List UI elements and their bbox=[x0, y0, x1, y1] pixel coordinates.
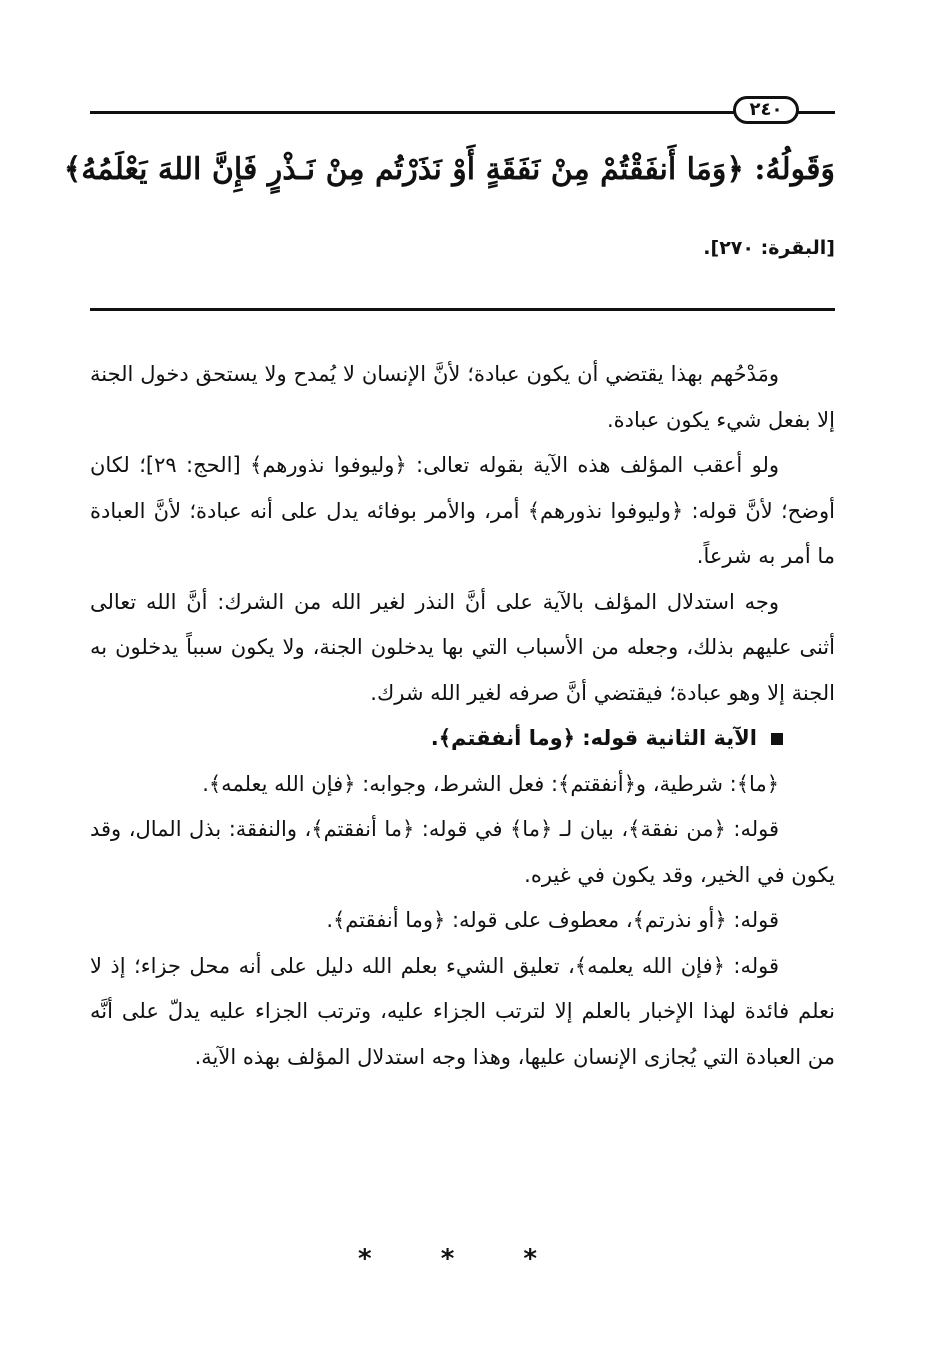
section-heading-text: الآية الثانية قوله: ﴿وما أنفقتم﴾. bbox=[430, 726, 757, 750]
square-bullet-icon bbox=[771, 733, 783, 745]
body-text bbox=[90, 352, 835, 1080]
header-rule bbox=[90, 111, 835, 114]
quran-verse: وَقَولُهُ: ﴿وَمَا أَنفَقْتُمْ مِنْ نَفَقَةٍ أَوْ نَذَرْتُم مِنْ نَـذْرٍ فَإِنَّ اللهَ يَعْلَمُهُ﴾ bbox=[63, 152, 835, 187]
verse-reference: [البقرة: ٢٧٠]. bbox=[703, 237, 835, 259]
paragraph: قوله: ﴿أو نذرتم﴾، معطوف على قوله: ﴿وما أنفقتم﴾. bbox=[326, 908, 779, 932]
section-end-stars: * * * bbox=[358, 1244, 567, 1274]
section-heading bbox=[90, 716, 835, 762]
paragraph: ومَدْحُهم بهذا يقتضي أن يكون عبادة؛ لأنَّ الإنسان لا يُمدح ولا يستحق دخول الجنة إلا بفعل شيء يكون عبادة. bbox=[90, 362, 835, 432]
paragraph: قوله: ﴿فإن الله يعلمه﴾، تعليق الشيء بعلم الله دليل على أنه محل جزاء؛ إذ لا نعلم فائدة لهذا الإخبار بالعلم إلا لترتب الجزاء عليه، وترتب الجزاء عليه يدلّ على أنَّه من العبادة التي يُجازى الإنسان عليها، وهذا وجه استدلال المؤلف بهذه الآية. bbox=[90, 953, 835, 1069]
paragraph: وجه استدلال المؤلف بالآية على أنَّ النذر لغير الله من الشرك: أنَّ الله تعالى أثنى عليهم بذلك، وجعله من الأسباب التي بها يدخلون الجنة، ولا يكون سبباً يدخلون به الجنة إلا وهو عبادة؛ فيقتضي أنَّ صرفه لغير الله شرك. bbox=[90, 589, 835, 705]
section-divider bbox=[90, 308, 835, 311]
page-number: ٢٤٠ bbox=[733, 96, 799, 124]
paragraph: ﴿ما﴾: شرطية، و﴿أنفقتم﴾: فعل الشرط، وجوابه: ﴿فإن الله يعلمه﴾. bbox=[202, 771, 779, 796]
paragraph: ولو أعقب المؤلف هذه الآية بقوله تعالى: ﴿وليوفوا نذورهم﴾ [الحج: ٢٩]؛ لكان أوضح؛ لأنَّ قوله: ﴿وليوفوا نذورهم﴾ أمر، والأمر بوفائه يدل على أنه عبادة؛ لأنَّ العبادة ما أمر به شرعاً. bbox=[90, 453, 835, 568]
paragraph: قوله: ﴿من نفقة﴾، بيان لـ ﴿ما﴾ في قوله: ﴿ما أنفقتم﴾، والنفقة: بذل المال، وقد يكون في الخير، وقد يكون في غيره. bbox=[90, 817, 835, 887]
